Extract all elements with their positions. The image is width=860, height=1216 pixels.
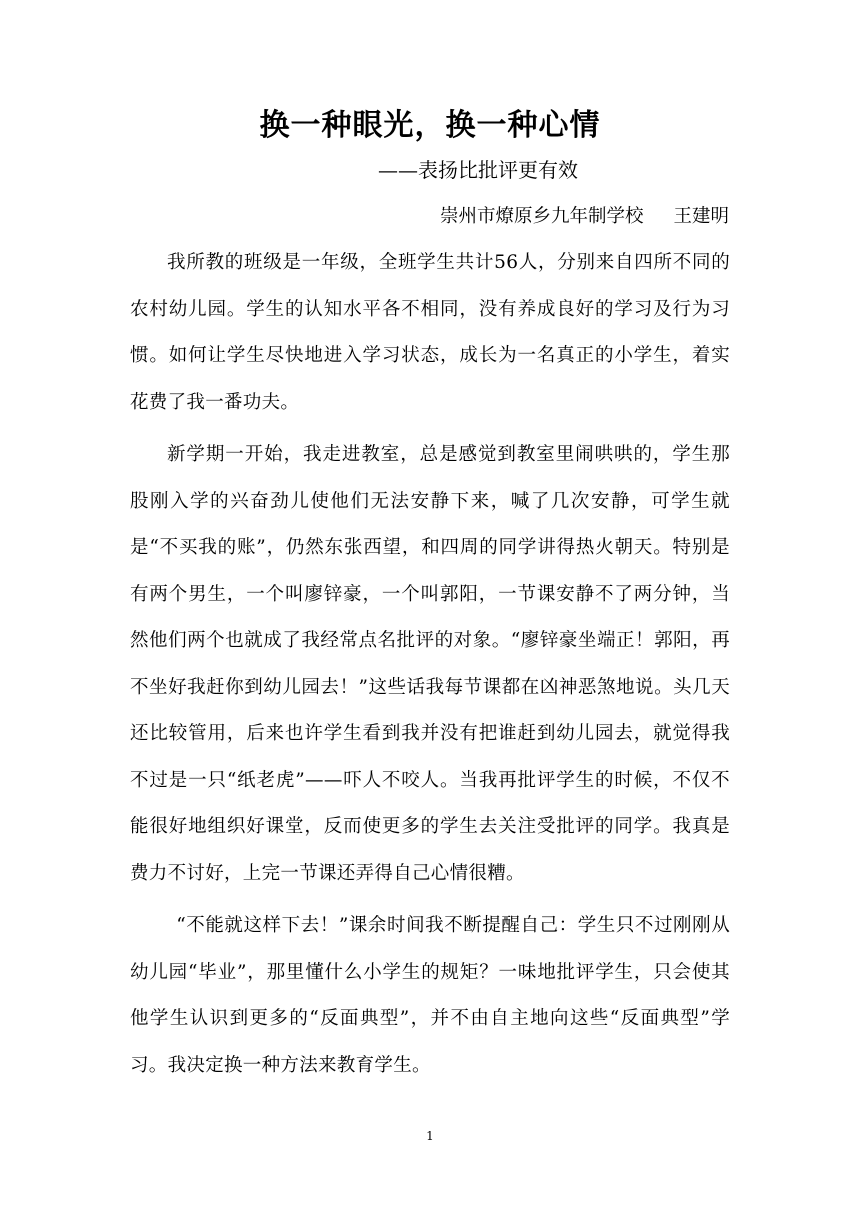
- author-line: [440, 202, 729, 232]
- paragraph-2: 新学期一开始，我走进教室，总是感觉到教室里闹哄哄的，学生那股刚入学的兴奋劲儿使他们无法安静下来，喊了几次安静，可学生就是“不买我的账”，仍然东张西望，和四周的同学讲得热火朝天。特别是有两个男生，一个叫廖锌豪，一个叫郭阳，一节课安静不了两分钟，当然他们两个也就成了我经常点名批评的对象。“廖锌豪坐端正！郭阳，再不坐好我赶你到幼儿园去！”这些话我每节课都在凶神恶煞地说。头几天还比较管用，后来也许学生看到我并没有把谁赶到幼儿园去，就觉得我不过是一只“纸老虎”——吓人不咬人。当我再批评学生的时候，不仅不能很好地组织好课堂，反而使更多的学生去关注受批评的同学。我真是费力不讨好，上完一节课还弄得自己心情很糟。: [130, 444, 730, 884]
- page-number: 1: [426, 1129, 434, 1143]
- article-body: [130, 240, 730, 1095]
- paragraph-1: 我所教的班级是一年级，全班学生共计56人，分别来自四所不同的农村幼儿园。学生的认知水平各不相同，没有养成良好的学习及行为习惯。如何让学生尽快地进入学习状态，成长为一名真正的小学生，着实花费了我一番功夫。: [130, 252, 730, 413]
- author-name: 王建明: [673, 206, 729, 227]
- document-title: 换一种眼光，换一种心情: [259, 108, 601, 143]
- document-subtitle: ——表扬比批评更有效: [378, 158, 578, 182]
- school-name: 崇州市燎原乡九年制学校: [439, 206, 644, 227]
- paragraph-3: “不能就这样下去！”课余时间我不断提醒自己：学生只不过刚刚从幼儿园“毕业”，那里懂什么小学生的规矩？一味地批评学生，只会使其他学生认识到更多的“反面典型”，并不由自主地向这些“反面典型”学习。我决定换一种方法来教育学生。: [130, 915, 730, 1076]
